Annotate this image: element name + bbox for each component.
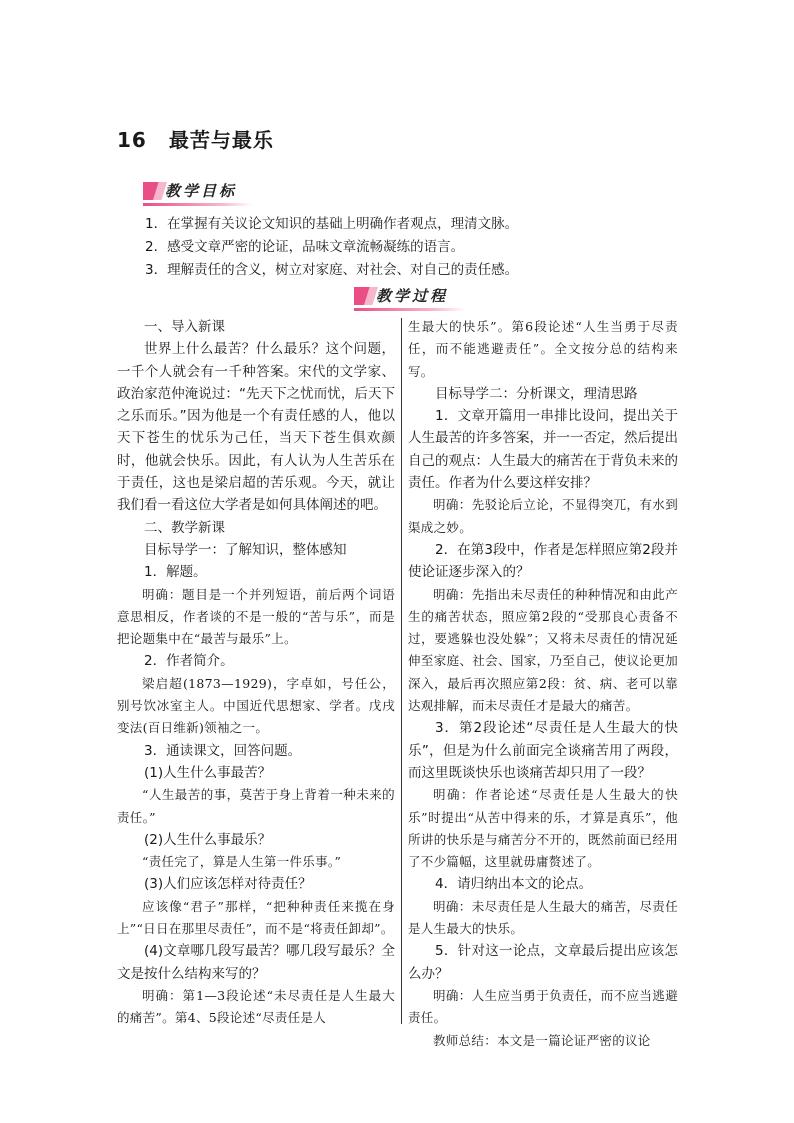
process-heading-badge	[354, 285, 466, 311]
question: 2．在第3段中，作者是怎样照应第2段并使论证逐步深入的？	[408, 541, 678, 581]
question: 5．针对这一论点，文章最后提出应该怎么办？	[408, 943, 678, 982]
paragraph: 1．解题。	[144, 564, 207, 581]
left-column	[117, 316, 395, 1030]
paragraph: 教师总结：本文是一篇论证严密的议论	[433, 1032, 651, 1048]
question: 3．第2段论述“尽责任是人生最大的快乐”，但是为什么前面完全谈痛苦用了两段，而这里既谈快乐也谈痛苦却只用了一段？	[408, 720, 678, 781]
section-heading: 二、教学新课	[144, 519, 225, 536]
question: (3)人们应该怎样对待责任？	[144, 876, 312, 893]
question: 4．请归纳出本文的论点。	[435, 876, 593, 893]
subsection-heading: 目标导学二：分析课文，理清思路	[435, 385, 638, 402]
paragraph: 明确：题目是一个并列短语，前后两个词语意思相反，作者谈的不是一般的“苦与乐”，而是把论题集中在“最苦与最乐”上。	[117, 586, 395, 647]
goals-list	[145, 213, 705, 282]
question: (4)文章哪几段写最苦？哪几段写最乐？全文是按什么结构来写的？	[117, 943, 395, 982]
heading-underline	[354, 308, 466, 311]
right-column	[408, 316, 678, 1052]
heading-underline	[143, 203, 253, 206]
answer: 明确：先驳论后立论，不显得突兀，有水到渠成之妙。	[408, 497, 678, 535]
lesson-number: 16	[117, 128, 147, 152]
goal-item: 3．理解责任的含义，树立对家庭、对社会、对自己的责任感。	[145, 262, 519, 278]
answer: “人生最苦的事，莫苦于身上背着一种未来的责任。”	[117, 787, 395, 825]
answer: “责任完了，算是人生第一件乐事。”	[142, 854, 342, 870]
goals-heading-badge	[143, 180, 253, 206]
answer: 明确：未尽责任是人生最大的痛苦，尽责任是人生最大的快乐。	[408, 898, 678, 937]
answer: 明确：人生应当勇于负责任，而不应当逃避责任。	[408, 987, 678, 1026]
paragraph: 世界上什么最苦？什么最乐？这个问题，一千个人就会有一千种答案。宋代的文学家、政治家范仲淹说过：“先天下之忧而忧，后天下之乐而乐。”因为他是一个有责任感的人，他以天下苍生的忧乐为己任，当天下苍生俱欢颜时，他就会快乐。因此，有人认为人生苦乐在于责任，这也是梁启超的苦乐观。今天，就让我们看一看这位大学者是如何具体阐述的吧。	[117, 341, 395, 514]
paragraph: 2．作者简介。	[144, 653, 234, 670]
question: (1)人生什么事最苦？	[144, 764, 272, 781]
question: 1．文章开篇用一串排比设问，提出关于人生最苦的许多答案，并一一否定，然后提出自己的观点：人生最大的痛苦在于背负未来的责任。作者为什么要这样安排？	[408, 408, 678, 492]
answer: 明确：作者论述“尽责任是人生最大的快乐”时提出“从苦中得来的乐，才算是真乐”，他所讲的快乐是与痛苦分不开的，既然前面已经用了不少篇幅，这里就毋庸赘述了。	[408, 787, 678, 870]
question: (2)人生什么事最乐？	[144, 831, 272, 848]
process-heading: 教学过程	[376, 287, 449, 305]
section-heading: 一、导入新课	[144, 319, 225, 335]
paragraph: 3．通读课文，回答问题。	[144, 742, 302, 759]
column-divider	[401, 318, 402, 1024]
paragraph: 梁启超(1873—1929)，字卓如，号任公，别号饮冰室主人。中国近代思想家、学者。戊戌变法(百日维新)领袖之一。	[117, 675, 395, 736]
lesson-title-text: 最苦与最乐	[168, 128, 274, 152]
paragraph: 生最大的快乐”。第6段论述“人生当勇于尽责任，而不能逃避责任”。全文按分总的结构来写。	[408, 319, 678, 379]
answer: 明确：第1—3段论述“未尽责任是人生最大的痛苦”。第4、5段论述“尽责任是人	[117, 987, 395, 1026]
answer: 应该像“君子”那样，“把种种责任来揽在身上”“日日在那里尽责任”，而不是“将责任卸却”。	[117, 898, 395, 937]
answer: 明确：先指出未尽责任的种种情况和由此产生的痛苦状态，照应第2段的“受那良心责备不过，要逃躲也没处躲”；又将未尽责任的情况延伸至家庭、社会、国家，乃至自己，使议论更加深入，最后再次照应第2段：贫、病、老可以靠达观排解，而未尽责任才是最大的痛苦。	[408, 586, 678, 714]
goals-heading: 教学目标	[165, 182, 238, 200]
goal-item: 1．在掌握有关议论文知识的基础上明确作者观点，理清文脉。	[145, 216, 519, 232]
goal-item: 2．感受文章严密的论证，品味文章流畅凝练的语言。	[145, 239, 465, 255]
lesson-title	[117, 124, 274, 153]
subsection-heading: 目标导学一：了解知识，整体感知	[144, 541, 347, 558]
